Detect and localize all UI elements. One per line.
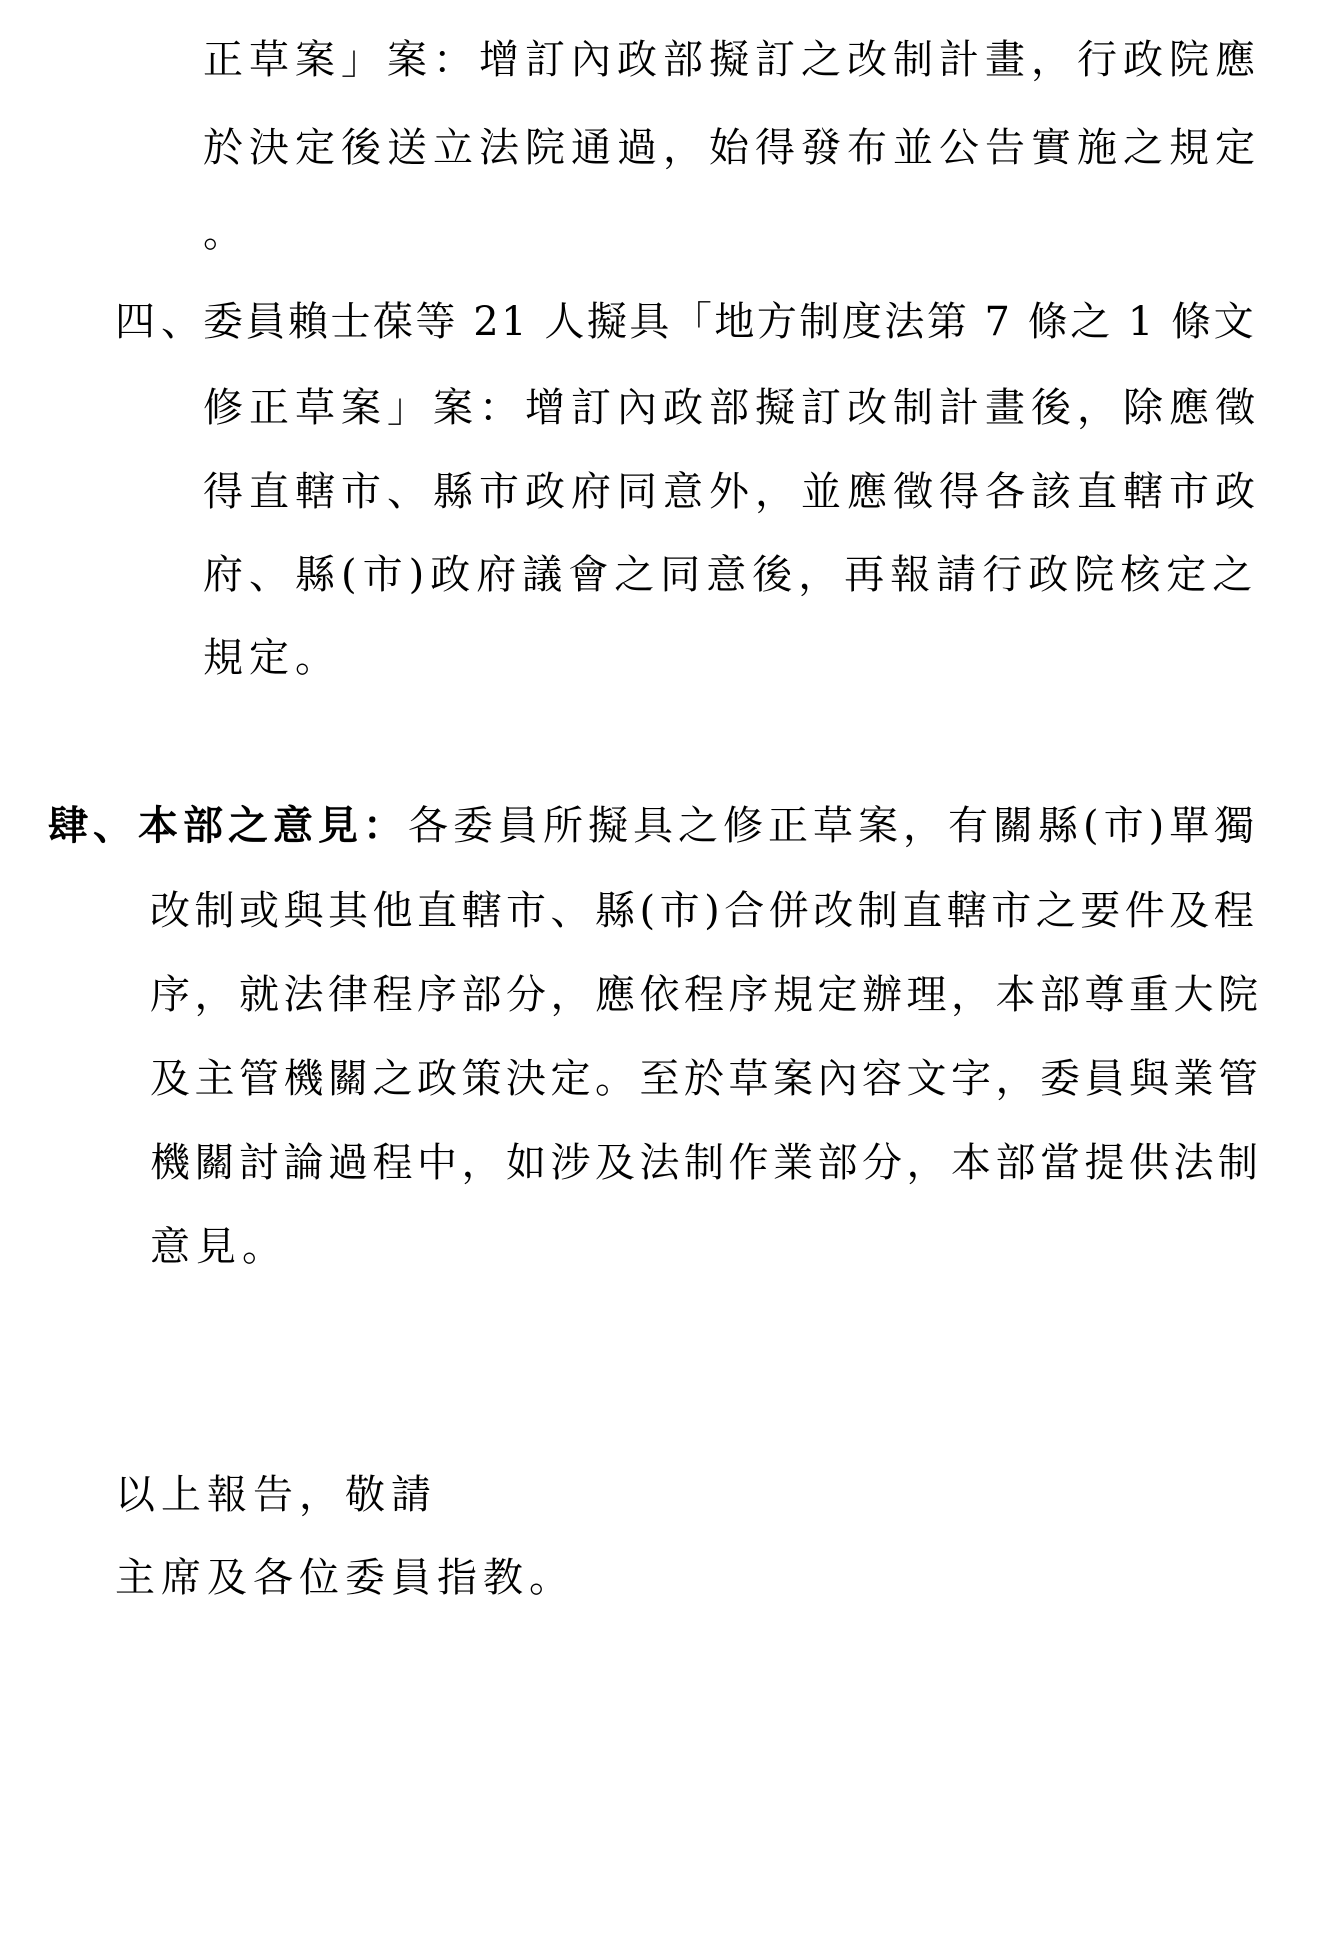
item3-line-3: 。 bbox=[203, 210, 249, 256]
item3-line-1: 正草案」案：增訂內政部擬訂之改制計畫，行政院應 bbox=[203, 37, 1261, 83]
item3-line-2: 於決定後送立法院通過，始得發布並公告實施之規定 bbox=[203, 125, 1261, 171]
section4-line-2: 改制或與其他直轄市、縣(市)合併改制直轄市之要件及程 bbox=[150, 888, 1259, 934]
section4-line-3: 序，就法律程序部分，應依程序規定辦理，本部尊重大院 bbox=[150, 972, 1263, 1018]
section4-line-5: 機關討論過程中，如涉及法制作業部分，本部當提供法制 bbox=[150, 1140, 1263, 1186]
closing-line-2: 主席及各位委員指教。 bbox=[115, 1555, 575, 1601]
item4-line-5: 規定。 bbox=[203, 635, 341, 681]
item4-line-4: 府、縣(市)政府議會之同意後，再報請行政院核定之 bbox=[203, 552, 1259, 598]
section4-line-6: 意見。 bbox=[150, 1224, 288, 1270]
item4-line-3: 得直轄市、縣市政府同意外，並應徵得各該直轄市政 bbox=[203, 469, 1261, 515]
item4-line-1: 委員賴士葆等 21 人擬具「地方制度法第 7 條之 1 條文 bbox=[203, 299, 1257, 345]
section4-line-4: 及主管機關之政策決定。至於草案內容文字，委員與業管 bbox=[150, 1056, 1263, 1102]
item4-marker: 四、 bbox=[115, 299, 207, 345]
closing-line-1: 以上報告，敬請 bbox=[115, 1472, 437, 1518]
item4-line-2: 修正草案」案：增訂內政部擬訂改制計畫後，除應徵 bbox=[203, 385, 1261, 431]
section4-opening-text: 各委員所擬具之修正草案，有關縣(市)單獨 bbox=[408, 803, 1260, 849]
section4-heading: 肆、本部之意見： bbox=[48, 803, 408, 849]
section4-first-line bbox=[48, 801, 1259, 851]
